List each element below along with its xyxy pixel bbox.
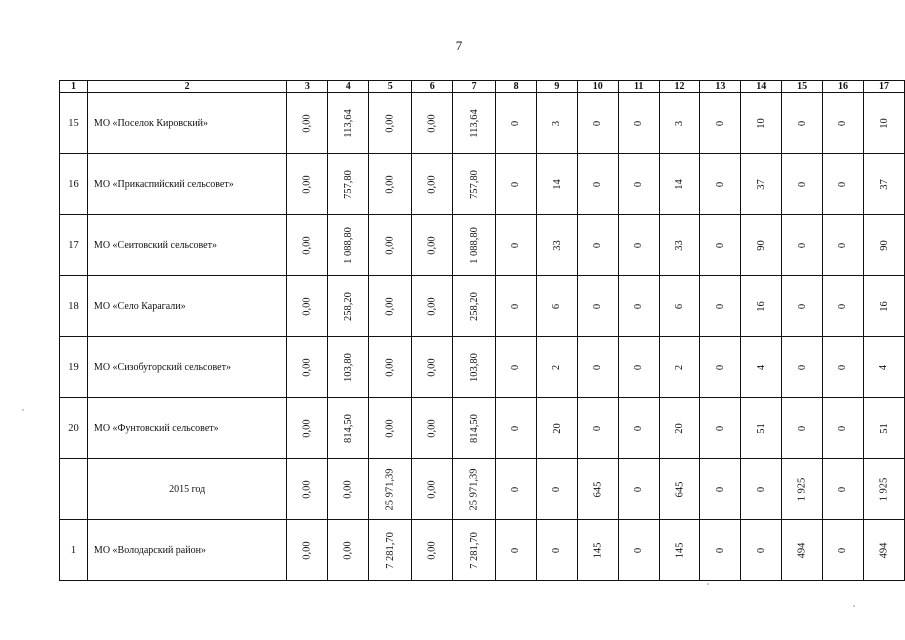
cell-value: 90 [878, 239, 890, 251]
cell-value: 0 [796, 303, 808, 309]
cell-value: 0,00 [301, 235, 313, 255]
cell-value: 0 [714, 425, 726, 431]
value-cell [659, 93, 700, 154]
value-cell [287, 154, 328, 215]
value-cell [453, 520, 496, 581]
value-cell [496, 398, 537, 459]
value-cell [741, 520, 782, 581]
value-cell [453, 93, 496, 154]
page-number: 7 [455, 38, 463, 53]
cell-value: 814,50 [342, 413, 354, 443]
value-cell [618, 459, 659, 520]
header-cell: 5 [369, 81, 412, 93]
cell-value: 0 [633, 120, 645, 126]
value-cell [618, 276, 659, 337]
cell-value: 0 [510, 547, 522, 553]
cell-value: 0 [837, 120, 849, 126]
cell-value: 757,80 [342, 169, 354, 199]
cell-value: 0 [592, 181, 604, 187]
value-cell [328, 276, 369, 337]
municipality-name: МО «Прикаспийский сельсовет» [87, 154, 286, 215]
cell-value: 0 [796, 242, 808, 248]
value-cell [700, 154, 741, 215]
cell-value: 0 [510, 364, 522, 370]
cell-value: 33 [551, 239, 563, 251]
value-cell [536, 459, 577, 520]
header-cell: 17 [863, 81, 904, 93]
value-cell [328, 520, 369, 581]
value-cell [659, 520, 700, 581]
header-cell: 11 [618, 81, 659, 93]
value-cell [823, 276, 864, 337]
value-cell [618, 337, 659, 398]
cell-value: 0 [633, 364, 645, 370]
scan-speck [853, 605, 855, 607]
cell-value: 113,64 [342, 108, 354, 138]
value-cell [287, 276, 328, 337]
cell-value: 0 [796, 364, 808, 370]
value-cell [823, 154, 864, 215]
header-cell: 9 [536, 81, 577, 93]
value-cell [496, 276, 537, 337]
cell-value: 25 971,39 [468, 468, 480, 510]
value-cell [741, 337, 782, 398]
value-cell [823, 337, 864, 398]
cell-value: 0 [592, 364, 604, 370]
municipality-name: МО «Поселок Кировский» [87, 93, 286, 154]
cell-value: 16 [878, 300, 890, 312]
cell-value: 51 [755, 422, 767, 434]
value-cell [412, 93, 453, 154]
cell-value: 258,20 [468, 291, 480, 321]
value-cell [577, 398, 618, 459]
cell-value: 10 [755, 117, 767, 129]
value-cell [453, 337, 496, 398]
header-cell: 8 [496, 81, 537, 93]
value-cell [782, 215, 823, 276]
value-cell [700, 93, 741, 154]
cell-value: 494 [796, 542, 808, 558]
row-number [60, 459, 88, 520]
cell-value: 0,00 [342, 540, 354, 560]
cell-value: 0,00 [301, 357, 313, 377]
value-cell [741, 93, 782, 154]
value-cell [659, 459, 700, 520]
cell-value: 757,80 [468, 169, 480, 199]
value-cell [700, 520, 741, 581]
cell-value: 0 [714, 364, 726, 370]
value-cell [328, 398, 369, 459]
cell-value: 0 [714, 242, 726, 248]
cell-value: 14 [674, 178, 686, 190]
cell-value: 0 [714, 547, 726, 553]
cell-value: 25 971,39 [384, 468, 396, 510]
value-cell [823, 398, 864, 459]
cell-value: 0 [837, 303, 849, 309]
value-cell [782, 398, 823, 459]
cell-value: 0,00 [384, 357, 396, 377]
value-cell [369, 398, 412, 459]
cell-value: 1 925 [796, 477, 808, 501]
cell-value: 0 [714, 181, 726, 187]
value-cell [700, 215, 741, 276]
cell-value: 0 [551, 486, 563, 492]
cell-value: 0,00 [384, 235, 396, 255]
cell-value: 10 [878, 117, 890, 129]
cell-value: 37 [878, 178, 890, 190]
value-cell [863, 154, 904, 215]
value-cell [741, 215, 782, 276]
cell-value: 0 [755, 547, 767, 553]
value-cell [823, 459, 864, 520]
header-cell: 13 [700, 81, 741, 93]
value-cell [287, 93, 328, 154]
cell-value: 0 [837, 242, 849, 248]
table-row [60, 398, 905, 459]
cell-value: 0 [796, 120, 808, 126]
value-cell [328, 154, 369, 215]
cell-value: 0 [714, 120, 726, 126]
value-cell [536, 337, 577, 398]
cell-value: 0 [837, 425, 849, 431]
value-cell [496, 154, 537, 215]
cell-value: 33 [674, 239, 686, 251]
cell-value: 0,00 [342, 479, 354, 499]
value-cell [782, 93, 823, 154]
header-cell: 3 [287, 81, 328, 93]
cell-value: 0 [510, 486, 522, 492]
cell-value: 0,00 [301, 174, 313, 194]
value-cell [536, 154, 577, 215]
cell-value: 0,00 [426, 113, 438, 133]
value-cell [863, 398, 904, 459]
cell-value: 3 [551, 120, 563, 126]
value-cell [412, 398, 453, 459]
table-row [60, 276, 905, 337]
cell-value: 20 [674, 422, 686, 434]
value-cell [659, 276, 700, 337]
value-cell [287, 337, 328, 398]
value-cell [577, 154, 618, 215]
value-cell [659, 398, 700, 459]
cell-value: 0 [837, 364, 849, 370]
value-cell [536, 520, 577, 581]
cell-value: 0,00 [426, 235, 438, 255]
cell-value: 4 [878, 364, 890, 370]
value-cell [287, 459, 328, 520]
cell-value: 0 [510, 242, 522, 248]
value-cell [369, 520, 412, 581]
table-row [60, 215, 905, 276]
value-cell [287, 398, 328, 459]
value-cell [577, 276, 618, 337]
row-number: 17 [60, 215, 88, 276]
value-cell [618, 154, 659, 215]
header-cell: 15 [782, 81, 823, 93]
value-cell [453, 398, 496, 459]
header-cell: 7 [453, 81, 496, 93]
cell-value: 51 [878, 422, 890, 434]
value-cell [577, 337, 618, 398]
value-cell [328, 93, 369, 154]
cell-value: 0 [592, 120, 604, 126]
value-cell [823, 215, 864, 276]
value-cell [618, 398, 659, 459]
cell-value: 1 088,80 [342, 226, 354, 264]
cell-value: 0 [633, 547, 645, 553]
row-number: 20 [60, 398, 88, 459]
cell-value: 2 [551, 364, 563, 370]
municipality-name: 2015 год [87, 459, 286, 520]
cell-value: 0 [633, 181, 645, 187]
table-row [60, 520, 905, 581]
cell-value: 2 [674, 364, 686, 370]
cell-value: 0,00 [301, 418, 313, 438]
row-number: 15 [60, 93, 88, 154]
cell-value: 0,00 [426, 479, 438, 499]
cell-value: 37 [755, 178, 767, 190]
cell-value: 1 925 [878, 477, 890, 501]
cell-value: 0 [837, 547, 849, 553]
value-cell [287, 520, 328, 581]
cell-value: 814,50 [468, 413, 480, 443]
value-cell [412, 337, 453, 398]
cell-value: 0,00 [426, 357, 438, 377]
table-row [60, 459, 905, 520]
value-cell [412, 276, 453, 337]
cell-value: 0 [510, 303, 522, 309]
value-cell [577, 459, 618, 520]
value-cell [823, 93, 864, 154]
value-cell [453, 459, 496, 520]
value-cell [328, 215, 369, 276]
value-cell [659, 154, 700, 215]
value-cell [863, 337, 904, 398]
value-cell [741, 459, 782, 520]
value-cell [412, 520, 453, 581]
header-cell: 14 [741, 81, 782, 93]
value-cell [659, 337, 700, 398]
cell-value: 0 [633, 242, 645, 248]
header-cell: 10 [577, 81, 618, 93]
cell-value: 145 [592, 542, 604, 558]
row-number: 19 [60, 337, 88, 398]
value-cell [618, 93, 659, 154]
cell-value: 0,00 [426, 540, 438, 560]
table-row [60, 93, 905, 154]
cell-value: 0,00 [384, 296, 396, 316]
value-cell [782, 337, 823, 398]
municipality-name: МО «Сеитовский сельсовет» [87, 215, 286, 276]
cell-value: 0 [592, 425, 604, 431]
cell-value: 0,00 [384, 174, 396, 194]
cell-value: 0 [633, 303, 645, 309]
cell-value: 0,00 [301, 113, 313, 133]
cell-value: 145 [674, 542, 686, 558]
header-cell: 12 [659, 81, 700, 93]
cell-value: 4 [755, 364, 767, 370]
value-cell [369, 337, 412, 398]
cell-value: 0 [633, 425, 645, 431]
value-cell [700, 459, 741, 520]
value-cell [782, 154, 823, 215]
cell-value: 0,00 [426, 418, 438, 438]
value-cell [536, 276, 577, 337]
header-row [60, 81, 905, 93]
municipality-name: МО «Володарский район» [87, 520, 286, 581]
value-cell [496, 215, 537, 276]
row-number: 1 [60, 520, 88, 581]
cell-value: 0 [633, 486, 645, 492]
cell-value: 0,00 [384, 113, 396, 133]
municipality-name: МО «Фунтовский сельсовет» [87, 398, 286, 459]
value-cell [496, 337, 537, 398]
value-cell [496, 459, 537, 520]
value-cell [412, 215, 453, 276]
cell-value: 0 [592, 303, 604, 309]
cell-value: 90 [755, 239, 767, 251]
value-cell [863, 520, 904, 581]
value-cell [863, 93, 904, 154]
value-cell [782, 459, 823, 520]
cell-value: 7 281,70 [384, 531, 396, 569]
value-cell [536, 215, 577, 276]
cell-value: 645 [592, 481, 604, 497]
header-cell: 16 [823, 81, 864, 93]
header-cell: 2 [87, 81, 286, 93]
value-cell [700, 337, 741, 398]
value-cell [453, 276, 496, 337]
cell-value: 0,00 [384, 418, 396, 438]
value-cell [741, 276, 782, 337]
header-cell: 4 [328, 81, 369, 93]
value-cell [287, 215, 328, 276]
value-cell [863, 215, 904, 276]
scan-speck [707, 583, 709, 585]
municipality-name: МО «Сизобугорский сельсовет» [87, 337, 286, 398]
value-cell [659, 215, 700, 276]
value-cell [328, 337, 369, 398]
value-cell [782, 520, 823, 581]
municipality-name: МО «Село Карагали» [87, 276, 286, 337]
value-cell [496, 93, 537, 154]
cell-value: 0 [796, 181, 808, 187]
cell-value: 0 [796, 425, 808, 431]
cell-value: 3 [674, 120, 686, 126]
value-cell [577, 520, 618, 581]
value-cell [369, 215, 412, 276]
row-number: 18 [60, 276, 88, 337]
cell-value: 0 [510, 425, 522, 431]
value-cell [369, 154, 412, 215]
value-cell [412, 154, 453, 215]
value-cell [741, 154, 782, 215]
table-row [60, 337, 905, 398]
value-cell [863, 459, 904, 520]
value-cell [782, 276, 823, 337]
header-cell: 6 [412, 81, 453, 93]
cell-value: 0 [714, 486, 726, 492]
cell-value: 0,00 [426, 174, 438, 194]
cell-value: 0 [510, 120, 522, 126]
cell-value: 7 281,70 [468, 531, 480, 569]
value-cell [536, 93, 577, 154]
value-cell [496, 520, 537, 581]
cell-value: 103,80 [342, 352, 354, 382]
row-number: 16 [60, 154, 88, 215]
value-cell [453, 154, 496, 215]
cell-value: 0 [592, 242, 604, 248]
cell-value: 6 [674, 303, 686, 309]
value-cell [577, 93, 618, 154]
data-table [59, 80, 905, 581]
cell-value: 1 088,80 [468, 226, 480, 264]
cell-value: 0,00 [426, 296, 438, 316]
cell-value: 645 [674, 481, 686, 497]
cell-value: 494 [878, 542, 890, 558]
value-cell [369, 93, 412, 154]
header-cell: 1 [60, 81, 88, 93]
cell-value: 113,64 [468, 108, 480, 138]
cell-value: 0,00 [301, 296, 313, 316]
cell-value: 14 [551, 178, 563, 190]
value-cell [700, 398, 741, 459]
cell-value: 0 [837, 486, 849, 492]
cell-value: 16 [755, 300, 767, 312]
value-cell [700, 276, 741, 337]
cell-value: 103,80 [468, 352, 480, 382]
value-cell [328, 459, 369, 520]
value-cell [369, 276, 412, 337]
cell-value: 0 [714, 303, 726, 309]
value-cell [618, 520, 659, 581]
scan-speck [22, 409, 24, 411]
value-cell [741, 398, 782, 459]
cell-value: 0 [551, 547, 563, 553]
table-row [60, 154, 905, 215]
cell-value: 258,20 [342, 291, 354, 321]
value-cell [453, 215, 496, 276]
cell-value: 0 [755, 486, 767, 492]
value-cell [863, 276, 904, 337]
cell-value: 0,00 [301, 479, 313, 499]
value-cell [536, 398, 577, 459]
cell-value: 0,00 [301, 540, 313, 560]
cell-value: 20 [551, 422, 563, 434]
value-cell [618, 215, 659, 276]
cell-value: 6 [551, 303, 563, 309]
value-cell [412, 459, 453, 520]
cell-value: 0 [510, 181, 522, 187]
value-cell [369, 459, 412, 520]
cell-value: 0 [837, 181, 849, 187]
value-cell [577, 215, 618, 276]
value-cell [823, 520, 864, 581]
